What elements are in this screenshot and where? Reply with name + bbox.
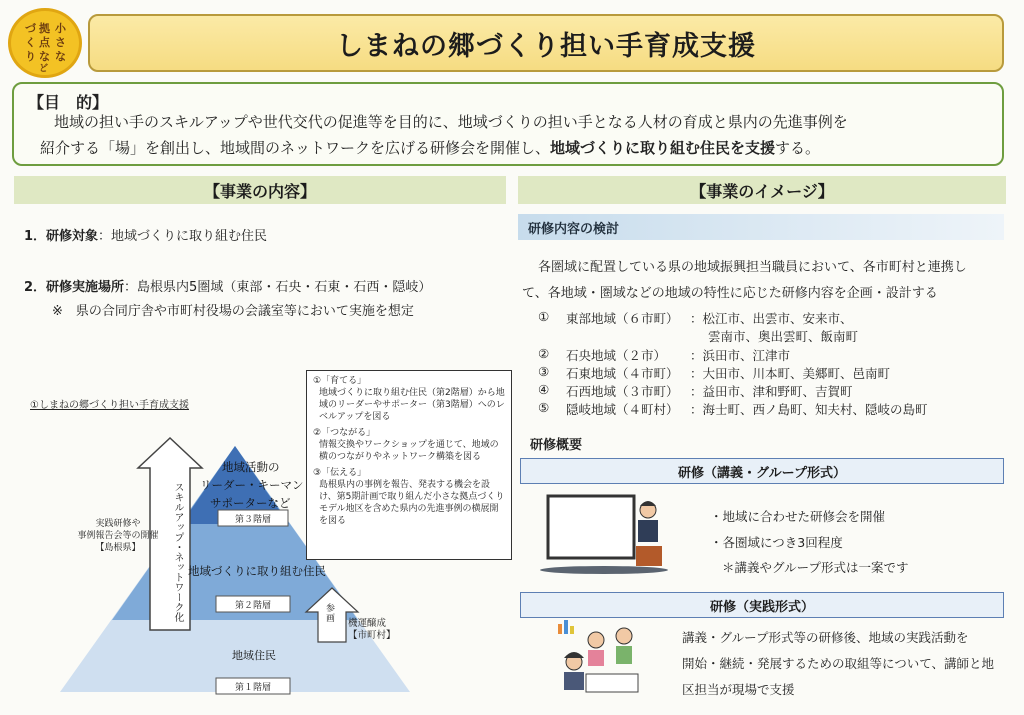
- region-row: [0, 309, 1024, 327]
- kenshu-practice-heading: 研修（実践形式）: [520, 592, 1004, 618]
- kenshu2-line-2: 開始・継続・発展するための取組等について、講師と地: [682, 656, 995, 671]
- region-row: [0, 382, 1024, 400]
- logo-char: 点: [39, 36, 50, 49]
- note-2-body: 情報交換やワークショップを通じて、地域の横のつながりやネットワーク構築を図る: [319, 440, 499, 462]
- item-place: [24, 276, 431, 295]
- logo-char: づ: [25, 22, 36, 35]
- region-row: [0, 400, 1024, 418]
- kento-line-1: 各圏域に配置している県の地域振興担当職員において、各市町村と連携し: [538, 260, 967, 275]
- person-head: [588, 632, 604, 648]
- person-body: [588, 650, 604, 666]
- logo-char: ど: [39, 64, 49, 74]
- jozo-note: [348, 618, 396, 642]
- region-name: 東部地域（６市町）: [566, 311, 679, 326]
- item-place-note: ※ 県の合同庁舎や市町村役場の会議室等において実施を想定: [52, 304, 414, 319]
- region-row: [0, 364, 1024, 382]
- level-3-text-3: サポーターなど: [210, 496, 291, 510]
- title-banner: [88, 14, 1004, 72]
- join-label: 参画: [326, 604, 336, 624]
- kenshu1-bullet-3: ＊講義やグループ形式は一案です: [722, 560, 909, 575]
- gaiyo-heading: 研修概要: [530, 438, 583, 453]
- kenshu2-line-1: 講義・グループ形式等の研修後、地域の実践活動を: [682, 630, 969, 645]
- region-cities: ：大田市、川本町、美郷町、邑南町: [690, 366, 891, 381]
- practice-illustration: [552, 620, 672, 700]
- level-3-text-1: 地域活動の: [222, 460, 280, 474]
- note-3-body: 島根県内の事例を報告、発表する機会を設け、第5期計画で取り組んだ小さな拠点づくりモデル地区を含めた県内の先進事例の横展開を図る: [319, 480, 505, 526]
- level-1-text: 地域住民: [232, 649, 276, 662]
- region-num: ④: [538, 382, 550, 397]
- region-name: 石東地域（４市町）: [566, 366, 679, 381]
- teacher-hair: [640, 501, 656, 506]
- level-3-text-2: リーダー・キーマン: [200, 478, 304, 492]
- level-2-text: 地域づくりに取り組む住民: [188, 564, 326, 578]
- person-body: [564, 672, 584, 690]
- person-hair: [564, 652, 584, 658]
- level-3-text: [200, 458, 304, 512]
- chart-bar-icon: [564, 620, 568, 634]
- lecture-illustration: [538, 490, 678, 580]
- logo-char: 拠: [39, 22, 50, 35]
- purpose-line-2-post: する。: [775, 139, 821, 157]
- note-1-heading: ①「育てる」: [313, 376, 367, 386]
- purpose-line-2: [40, 137, 820, 158]
- kenshu1-bullet-2: ・各圏域につき3回程度: [710, 535, 843, 550]
- region-row: [0, 327, 1024, 345]
- left-note: [76, 518, 160, 554]
- kenshu-lecture-heading: 研修（講義・グループ形式）: [520, 458, 1004, 484]
- kenshu1-bullet-1: ・地域に合わせた研修会を開催: [710, 509, 886, 524]
- logo-char: り: [25, 50, 36, 63]
- region-num: ①: [538, 309, 550, 324]
- page-title: しまねの郷づくり担い手育成支援: [336, 30, 756, 62]
- region-cities: 雲南市、奥出雲町、飯南町: [708, 329, 859, 344]
- logo-char: 小: [55, 22, 66, 35]
- level-2-label: 第２階層: [234, 601, 271, 611]
- note-2-heading: ②「つながる」: [313, 428, 376, 438]
- left-note-1: 実践研修や: [95, 519, 141, 529]
- region-name: 隠岐地域（４町村）: [566, 402, 679, 417]
- item-target: [24, 225, 267, 244]
- chart-bar-icon: [558, 624, 562, 634]
- item-place-value: ：島根県内5圏域（東部・石央・石東・石西・隠岐）: [124, 280, 432, 295]
- purpose-line-1: 地域の担い手のスキルアップや世代交代の促進等を目的に、地域づくりの担い手となる人材の育成と県内の先進事例を: [54, 113, 848, 131]
- person-body: [616, 646, 632, 664]
- note-1-body: 地域づくりに取り組む住民（第2階層）から地域のリーダーやサポーター（第3階層）へのレベルアップを図る: [319, 388, 505, 422]
- logo: [8, 8, 82, 78]
- logo-char: さ: [55, 36, 66, 49]
- logo-char: な: [55, 50, 66, 63]
- podium: [636, 546, 662, 566]
- left-note-2: 事例報告会等の開催: [77, 531, 159, 541]
- person-head: [616, 628, 632, 644]
- region-row: [0, 346, 1024, 364]
- region-num: ⑤: [538, 400, 550, 415]
- section-heading-image: 【事業のイメージ】: [518, 176, 1006, 204]
- diagram-title: ①しまねの郷づくり担い手育成支援: [30, 400, 189, 411]
- floor-shadow: [540, 566, 668, 574]
- table: [586, 674, 638, 692]
- item-place-label: 2．研修実施場所: [24, 280, 125, 295]
- skill-up-label: スキルアップ・ネットワーク化: [172, 482, 183, 622]
- logo-char: な: [39, 50, 50, 63]
- teacher-body: [638, 520, 658, 542]
- jozo-note-2: 【市町村】: [348, 630, 396, 641]
- whiteboard: [548, 496, 634, 558]
- level-3-label: 第３階層: [234, 515, 271, 525]
- logo-char: く: [25, 36, 36, 49]
- note-3-heading: ③「伝える」: [313, 468, 367, 478]
- region-name: 石央地域（２市）: [566, 348, 667, 363]
- region-num: ③: [538, 364, 550, 379]
- region-cities: ：浜田市、江津市: [690, 348, 791, 363]
- jozo-note-1: 機運醸成: [348, 618, 387, 629]
- left-note-3: 【島根県】: [95, 543, 141, 553]
- kenshu2-line-3: 区担当が現場で支援: [682, 682, 795, 697]
- purpose-line-2-pre: 紹介する「場」を創出し、地域間のネットワークを広げる研修会を開催し、: [40, 139, 551, 157]
- purpose-heading: 【目 的】: [28, 93, 109, 112]
- region-num: ②: [538, 346, 550, 361]
- chart-bar-icon: [570, 626, 574, 634]
- section-heading-content: 【事業の内容】: [14, 176, 506, 204]
- region-name: 石西地域（３市町）: [566, 384, 679, 399]
- purpose-line-2-bold: 地域づくりに取り組む住民を支援: [550, 139, 776, 157]
- level-1-label: 第１階層: [234, 683, 271, 693]
- region-cities: ：海士町、西ノ島町、知夫村、隠岐の島町: [690, 402, 928, 417]
- item-target-label: 1．研修対象: [24, 229, 99, 244]
- kento-line-2: て、各地域・圏域などの地域の特性に応じた研修内容を企画・設計する: [522, 286, 938, 301]
- region-cities: ：松江市、出雲市、安来市、: [690, 311, 853, 326]
- region-cities: ：益田市、津和野町、吉賀町: [690, 384, 853, 399]
- kento-heading: 研修内容の検討: [518, 214, 1004, 240]
- item-target-value: ：地域づくりに取り組む住民: [98, 229, 268, 244]
